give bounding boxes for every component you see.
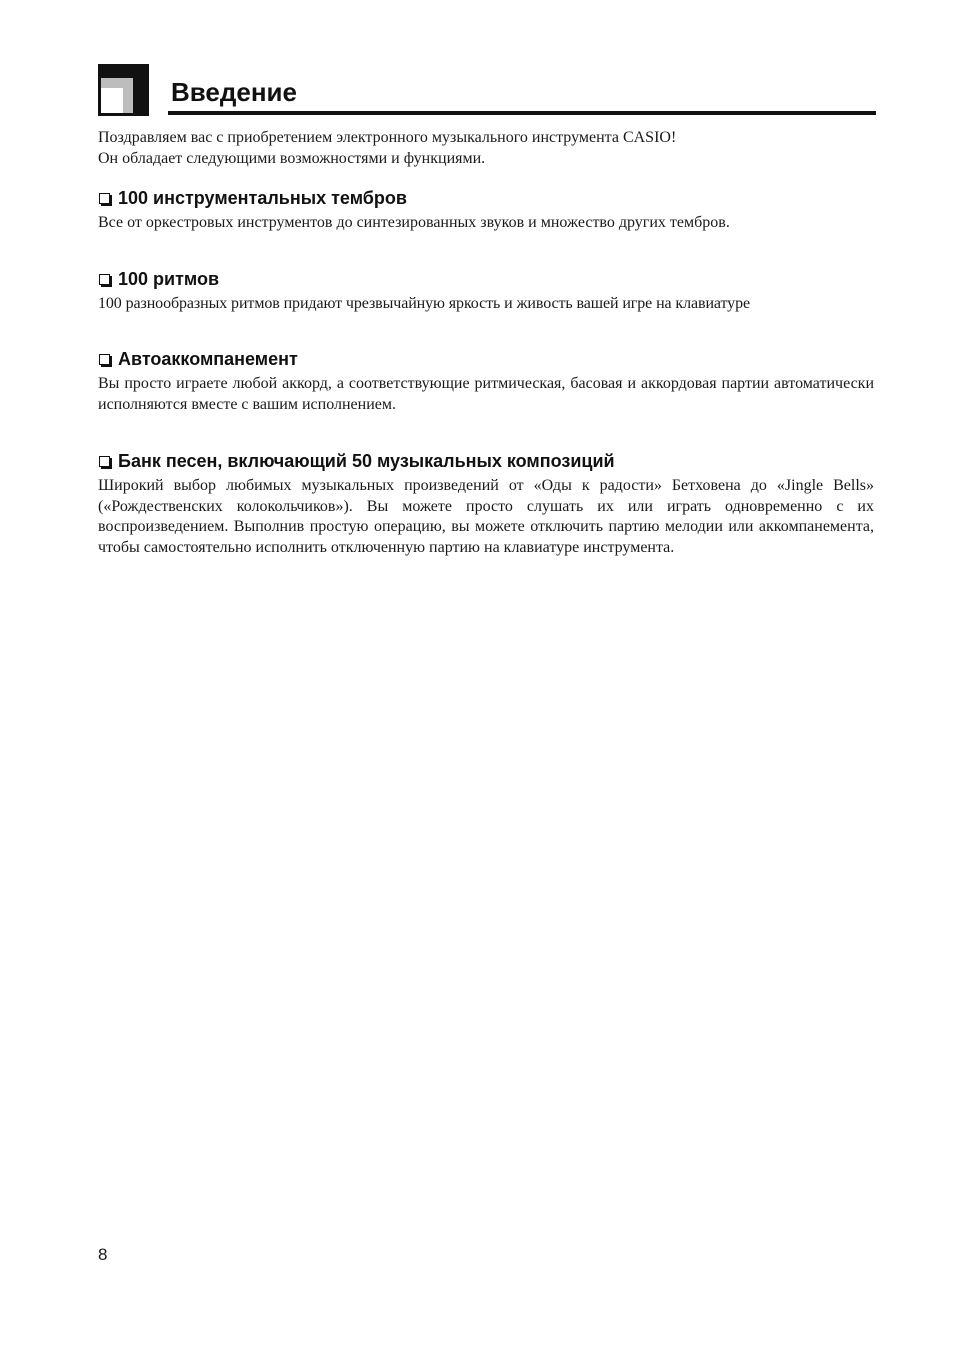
section-body: 100 разнообразных ритмов придают чрезвычайную яркость и живость вашей игре на клавиатуре bbox=[98, 295, 750, 312]
intro-line-2: Он обладает следующими возможностями и функциями. bbox=[98, 150, 486, 167]
section-song-bank bbox=[98, 450, 874, 559]
intro-line-1: Поздравляем вас с приобретением электронного музыкального инструмента CASIO! bbox=[98, 129, 677, 146]
section-heading-text: 100 ритмов bbox=[118, 269, 220, 289]
checkbox-icon bbox=[99, 193, 110, 204]
page-number: 8 bbox=[98, 1245, 108, 1264]
section-body: Все от оркестровых инструментов до синтезированных звуков и множество других тембров. bbox=[98, 214, 730, 231]
section-tones bbox=[98, 187, 874, 234]
section-heading-text: Банк песен, включающий 50 музыкальных композиций bbox=[118, 451, 615, 471]
section-auto-accompaniment bbox=[98, 348, 874, 415]
section-heading bbox=[98, 348, 874, 370]
checkbox-icon bbox=[99, 354, 110, 365]
section-heading bbox=[98, 268, 874, 290]
section-rhythms bbox=[98, 268, 874, 315]
section-body: Вы просто играете любой аккорд, а соответствующие ритмическая, басовая и аккордовая партии автоматически исполняются вместе с вашим исполнением. bbox=[98, 375, 874, 413]
page-title: Введение bbox=[171, 77, 297, 107]
section-heading-text: Автоаккомпанемент bbox=[118, 349, 298, 369]
section-body: Широкий выбор любимых музыкальных произведений от «Оды к радости» Бетховена до «Jingle Bells» («Рождественских колокольчиков»). Вы можете просто слушать их или играть одновременно с их воспроизведением. Выполнив простую операцию, вы можете отключить партию мелодии или аккомпанемента, чтобы самостоятельно исполнить отключенную партию на клавиатуре инструмента. bbox=[98, 477, 874, 557]
section-heading bbox=[98, 450, 874, 472]
title-underline bbox=[168, 111, 876, 115]
checkbox-icon bbox=[99, 274, 110, 285]
header-corner-mark bbox=[98, 64, 149, 116]
section-heading-text: 100 инструментальных тембров bbox=[118, 188, 407, 208]
section-heading bbox=[98, 187, 874, 209]
section-header bbox=[98, 64, 876, 116]
intro-paragraph bbox=[98, 127, 874, 169]
checkbox-icon bbox=[99, 456, 110, 467]
